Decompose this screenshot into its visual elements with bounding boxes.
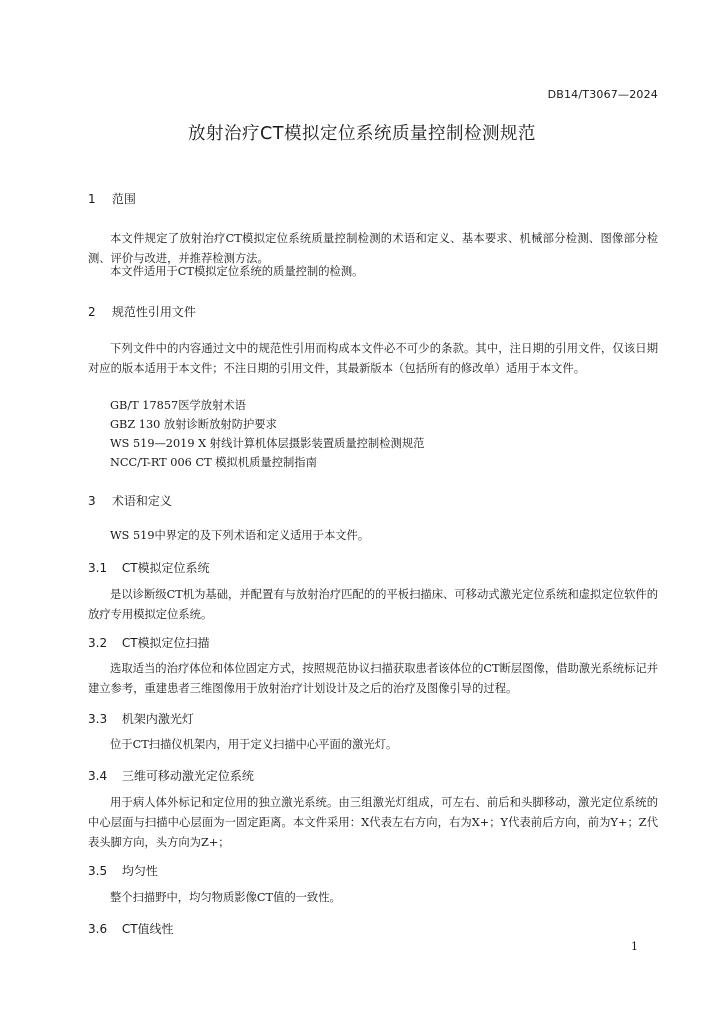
subsection-3-3-heading <box>88 710 194 727</box>
subsection-3-2-heading <box>88 634 210 651</box>
section-title: 术语和定义 <box>111 494 172 508</box>
section-1-paragraph-1: 本文件规定了放射治疗CT模拟定位系统质量控制检测的术语和定义、基本要求、机械部分检测、图像部分检测、评价与改进，并推荐检测方法。 <box>88 232 658 265</box>
page-number: 1 <box>631 940 638 953</box>
section-3-heading <box>88 492 172 509</box>
subsection-title: CT模拟定位系统 <box>121 561 210 575</box>
subsection-title: 均匀性 <box>121 864 158 878</box>
subsection-number: 3.5 <box>88 864 108 878</box>
subsection-3-3-text: 位于CT扫描仪机架内，用于定义扫描中心平面的激光灯。 <box>110 738 398 751</box>
reference-item: WS 519—2019 X 射线计算机体层摄影装置质量控制检测规范 <box>110 437 425 450</box>
subsection-3-5-heading <box>88 862 158 879</box>
subsection-title: 三维可移动激光定位系统 <box>121 769 254 783</box>
section-1-paragraph-2: 本文件适用于CT模拟定位系统的质量控制的检测。 <box>110 265 364 278</box>
standard-code: DB14/T3067—2024 <box>547 88 658 101</box>
section-number: 1 <box>88 192 96 206</box>
subsection-number: 3.2 <box>88 636 108 650</box>
subsection-number: 3.3 <box>88 712 108 726</box>
section-title: 规范性引用文件 <box>111 305 196 319</box>
subsection-title: CT值线性 <box>121 922 174 936</box>
subsection-3-2-text: 选取适当的治疗体位和体位固定方式，按照规范协议扫描获取患者该体位的CT断层图像，借助激光系统标记并建立参考，重建患者三维图像用于放射治疗计划设计及之后的治疗及图像引导的过程。 <box>88 662 658 695</box>
section-3-paragraph-1: WS 519中界定的及下列术语和定义适用于本文件。 <box>110 529 370 542</box>
subsection-number: 3.4 <box>88 769 108 783</box>
subsection-title: 机架内激光灯 <box>121 712 194 726</box>
section-number: 2 <box>88 305 96 319</box>
subsection-3-5-text: 整个扫描野中，均匀物质影像CT值的一致性。 <box>110 891 341 904</box>
section-number: 3 <box>88 494 96 508</box>
subsection-3-6-heading <box>88 920 174 937</box>
subsection-3-1-text: 是以诊断级CT机为基础，并配置有与放射治疗匹配的的平板扫描床、可移动式激光定位系统和虚拟定位软件的放疗专用模拟定位系统。 <box>88 588 658 621</box>
subsection-number: 3.1 <box>88 561 108 575</box>
subsection-3-4-text: 用于病人体外标记和定位用的独立激光系统。由三组激光灯组成，可左右、前后和头脚移动，激光定位系统的中心层面与扫描中心层面为一固定距离。本文件采用：X代表左右方向，右为X+；Y代表前后方向，前为Y+；Z代表头脚方向，头方向为Z+； <box>88 796 658 849</box>
subsection-number: 3.6 <box>88 922 108 936</box>
reference-item: GB/T 17857医学放射术语 <box>110 399 246 412</box>
subsection-3-4-heading <box>88 767 254 784</box>
subsection-3-1-heading <box>88 559 210 576</box>
section-2-paragraph-1: 下列文件中的内容通过文中的规范性引用而构成本文件必不可少的条款。其中，注日期的引用文件，仅该日期对应的版本适用于本文件；不注日期的引用文件，其最新版本（包括所有的修改单）适用于本文件。 <box>88 342 658 375</box>
section-2-heading <box>88 303 196 320</box>
subsection-title: CT模拟定位扫描 <box>121 636 210 650</box>
document-title: 放射治疗CT模拟定位系统质量控制检测规范 <box>188 124 536 144</box>
reference-item: GBZ 130 放射诊断放射防护要求 <box>110 418 277 431</box>
section-title: 范围 <box>111 192 136 206</box>
reference-item: NCC/T-RT 006 CT 模拟机质量控制指南 <box>110 456 317 469</box>
section-1-heading <box>88 190 136 207</box>
